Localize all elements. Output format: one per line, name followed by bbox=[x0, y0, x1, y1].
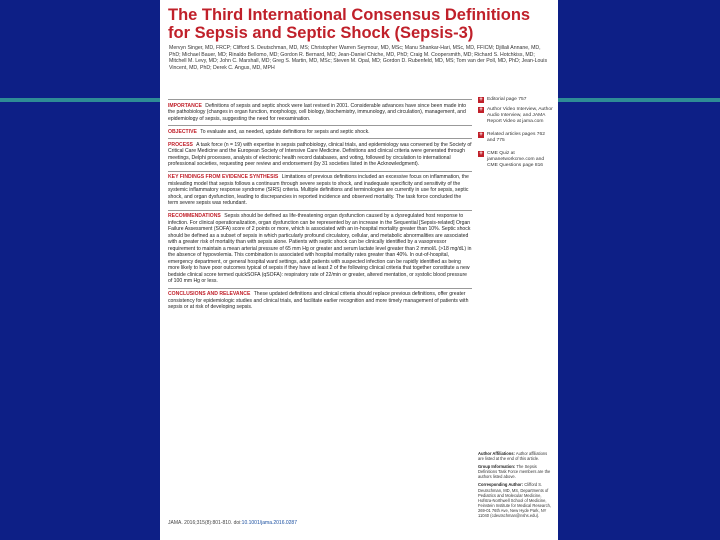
plus-icon: + bbox=[479, 132, 483, 138]
sidebar-item-label: Related articles pages 762 and 775 bbox=[487, 132, 545, 143]
plus-icon: + bbox=[479, 97, 483, 103]
corresponding-author-text: Clifford S. Deutschman, MD, MS, Departments of Pediatrics and Molecular Medicine, Hofstra-Northwell School of Medicine, Feinstein Institute for Medical Research, 269-01 76th Ave, New Hyde Park, NY 11040 (cdeutschman@nshs.edu). bbox=[478, 482, 552, 519]
group-information bbox=[478, 464, 554, 479]
section-text: Definitions of sepsis and septic shock were last revised in 2001. Considerable advances have since been made into the pathobiology (changes in organ function, morphology, cell biology, biochemistry, immunology, and circulation), management, and epidemiology of sepsis, suggesting the need for reexamination. bbox=[168, 102, 467, 122]
affiliations-block bbox=[478, 451, 554, 521]
title-line-2: for Sepsis and Septic Shock (Sepsis-3) bbox=[168, 24, 474, 42]
section-text: Sepsis should be defined as life-threatening organ dysfunction caused by a dysregulated host response to infection. For clinical operationalization, organ dysfunction can be represented by an increase in the Sequential [Sepsis-related] Organ Failure Assessment (SOFA) score of 2 points or more, which is associated with an in-hospital mortality greater than 10%. Septic shock should be defined as a subset of sepsis in which particularly profound circulatory, cellular, and metabolic abnormalities are associated with a greater risk of mortality than with sepsis alone. Patients with septic shock can be clinically identified by a vasopressor requirement to maintain a mean arterial pressure of 65 mm Hg or greater and serum lactate level greater than 2 mmol/L (>18 mg/dL) in the absence of hypovolemia. This combination is associated with hospital mortality rates greater than 40%. In out-of-hospital, emergency department, or general hospital ward settings, adult patients with suspected infection can be rapidly identified as being more likely to have poor outcomes typical of sepsis if they have at least 2 of the following clinical criteria that together constitute a new bedside clinical score termed quickSOFA (qSOFA): respiratory rate of 22/min or greater, altered mentation, or systolic blood pressure of 100 mm Hg or less. bbox=[168, 213, 472, 284]
section-heading: PROCESS bbox=[168, 141, 193, 148]
abstract-conclusions bbox=[168, 288, 472, 314]
section-heading: OBJECTIVE bbox=[168, 128, 197, 135]
section-text: To evaluate and, as needed, update definitions for sepsis and septic shock. bbox=[200, 128, 370, 135]
citation bbox=[168, 520, 472, 526]
title-line-1: The Third International Consensus Definitions bbox=[168, 6, 531, 24]
group-info-text: The Sepsis Definitions Task Force members are the authors listed above. bbox=[478, 464, 551, 480]
group-info-heading: Group Information: bbox=[478, 464, 516, 470]
sidebar-item-interviews[interactable] bbox=[478, 107, 554, 125]
sidebar-item-editorial[interactable] bbox=[478, 97, 554, 103]
right-accent-rule bbox=[558, 98, 720, 102]
plus-icon: + bbox=[479, 151, 483, 157]
article-title bbox=[168, 6, 548, 42]
section-text: These updated definitions and clinical criteria should replace previous definitions, offer greater consistency for epidemiologic studies and clinical trials, and facilitate earlier recognition and more timely management of patients with sepsis or at risk of developing sepsis. bbox=[168, 291, 469, 310]
section-heading: KEY FINDINGS FROM EVIDENCE SYNTHESIS bbox=[168, 174, 279, 180]
corresponding-author bbox=[478, 482, 554, 518]
section-heading: RECOMMENDATIONS bbox=[168, 213, 221, 219]
affiliations-text: Author affiliations are listed at the end of this article. bbox=[478, 451, 548, 462]
author-list: Mervyn Singer, MD, FRCP; Clifford S. Deutschman, MD, MS; Christopher Warren Seymour, MD, MSc; Manu Shankar-Hari, MSc, MD, FFICM; Djillali Annane, MD, PhD; Michael Bauer, MD; Rinaldo Bellomo, MD; Gordon R. Bernard, MD; Jean-Daniel Chiche, MD, PhD; Craig M. Coopersmith, MD; Richard S. Hotchkiss, MD; Mitchell M. Levy, MD; John C. Marshall, MD; Greg S. Martin, MD, MSc; Steven M. Opal, MD; Gordon D. Rubenfeld, MD, MS; Tom van der Poll, MD, PhD; Jean-Louis Vincent, MD, PhD; Derek C. Angus, MD, MPH bbox=[169, 45, 548, 71]
article-page bbox=[160, 0, 558, 540]
sidebar-item-cme[interactable] bbox=[478, 151, 554, 169]
section-heading: IMPORTANCE bbox=[168, 102, 202, 109]
affiliations-heading: Author Affiliations: bbox=[478, 451, 515, 456]
left-accent-rule bbox=[0, 98, 160, 102]
abstract bbox=[168, 99, 472, 314]
abstract-recommendations bbox=[168, 210, 472, 288]
sidebar-item-label: Author Video Interview, Author Audio Interview, and JAMA Report Video at jama.com bbox=[487, 107, 553, 124]
sidebar-item-label: CME Quiz at jamanetworkcme.com and CME Questions page 816 bbox=[487, 151, 545, 168]
sidebar-item-related-articles[interactable] bbox=[478, 132, 554, 144]
abstract-process bbox=[168, 138, 472, 171]
doi-link[interactable]: 10.1001/jama.2016.0287 bbox=[241, 520, 297, 526]
abstract-key-findings bbox=[168, 171, 472, 210]
citation-text: JAMA. 2016;315(8):801-810. doi: bbox=[168, 520, 242, 526]
corresponding-author-heading: Corresponding Author: bbox=[478, 482, 524, 488]
section-text: Limitations of previous definitions included an excessive focus on inflammation, the misleading model that sepsis follows a continuum through severe sepsis to shock, and inadequate specificity and sensitivity of the systemic inflammatory response syndrome (SIRS) criteria. Multiple definitions and terminologies are currently in use for sepsis, septic shock, and organ dysfunction, leading to discrepancies in reported incidence and observed mortality. The task force concluded the term severe sepsis was redundant. bbox=[168, 174, 469, 206]
author-affiliations bbox=[478, 451, 554, 461]
plus-icon: + bbox=[479, 107, 483, 113]
section-text: A task force (n = 19) with expertise in sepsis pathobiology, clinical trials, and epidemiology was convened by the Society of Critical Care Medicine and the European Society of Intensive Care Medicine. Definitions and clinical criteria were generated through meetings, Delphi processes, analysis of electronic health record databases, and voting, followed by circulation to international professional societies, requesting peer review and endorsement (by 31 societies listed in the Acknowledgment). bbox=[168, 141, 472, 167]
abstract-importance bbox=[168, 99, 472, 125]
abstract-objective bbox=[168, 125, 472, 138]
sidebar-links bbox=[478, 97, 554, 176]
sidebar-item-label: Editorial page 757 bbox=[487, 97, 527, 102]
section-heading: CONCLUSIONS AND RELEVANCE bbox=[168, 291, 251, 297]
